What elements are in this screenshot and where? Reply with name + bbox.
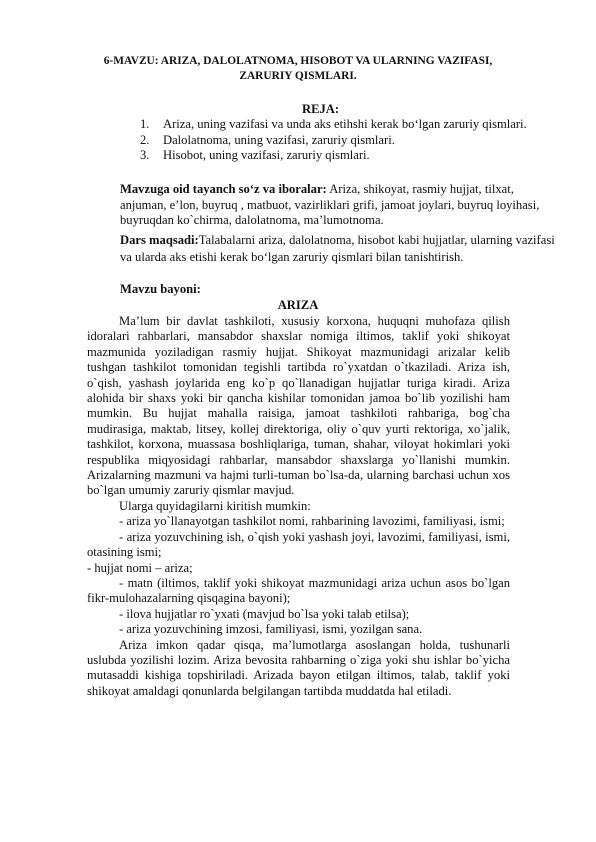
page-title: 6-MAVZU: ARIZA, DALOLATNOMA, HISOBOT VA ULARNING VAZIFASI, ZARURIY QISMLARI. [103, 55, 493, 82]
plan-item [140, 133, 590, 149]
list-item: - ilova hujjatlar ro`yxati (mavjud bo`lsa yoki talab etilsa); [119, 606, 410, 621]
list-item: - ariza yozuvchining imzosi, familiyasi, ismi, yozilgan sana. [119, 622, 423, 637]
body-paragraph: Ularga quyidagilarni kiritish mumkin: [119, 498, 311, 513]
keywords-paragraph [120, 182, 560, 229]
plan-item-text: Ariza, uning vazifasi va unda aks etihshi kerak bo‘lgan zaruriy qismlari. [163, 117, 527, 131]
list-item: - matn (iltimos, taklif yoki shikoyat mazmunidagi ariza uchun asos bo`lgan fikr-mulohazalarning qisqagina bayoni); [87, 575, 510, 606]
plan-list [140, 117, 590, 164]
list-item: - ariza yozuvchining ish, o`qish yoki yashash joyi, lavozimi, familiyasi, ismi, otasining ismi; [87, 529, 510, 560]
ariza-heading: ARIZA [277, 298, 319, 312]
plan-item [140, 148, 590, 164]
body-paragraph: Ariza imkon qadar qisqa, ma’lumotlarga asoslangan holda, tushunarli uslubda yozilishi lozim. Ariza bevosita rahbarning o`ziga yoki shu ishlar bo`yicha mutasaddi kishiga topshiriladi. Arizada bayon etilgan iltimos, talab, taklif yoki shikoyat amaldagi qonunlarda belgilangan tartibda muddatda hal etiladi. [87, 637, 510, 698]
plan-item-text: Dalolatnoma, uning vazifasi, zaruriy qismlari. [163, 132, 395, 147]
plan-item-number: 3. [140, 148, 150, 163]
goal-paragraph [120, 232, 560, 266]
plan-item-number: 2. [140, 132, 150, 147]
bayoni-heading: Mavzu bayoni: [120, 282, 201, 296]
plan-item [140, 117, 590, 133]
body-paragraph: Ma’lum bir davlat tashkiloti, xususiy korxona, huquqni muhofaza qilish idoralari rahbarlari, mansabdor shaxslar nomiga iltimos, taklif yoki shikoyat mazmunida yoziladigan rasmiy hujjat. Shikoyat mazmunidagi arizalar kelib tushgan tashkilot tomonidan tegishli tartibda ro`yxatdan o`tkaziladi. Ariza ish, o`qish, yashash joylarida eng ko`p qo`llanadigan hujjatlar turiga kiradi. Ariza alohida bir shaxs yoki bir qancha kishilar tomonidan jamoa bo`lib yozilishi ham mumkin. Bu hujjat mahalla raisiga, jamoat tashkiloti rahbariga, bog`cha mudirasiga, maktab, litsey, kollej direktoriga, oliy o`quv yurti rektoriga, xo`jalik, tashkilot, korxona, muassasa boshliqlariga, tuman, shahar, viloyat hokimlari yoki respublika miqyosidagi rahbarlar, mansabdor shaxslarga yo`llanishi mumkin. Arizalarning mazmuni va hajmi turli-tuman bo`lsa-da, ularning barchasi uchun xos bo`lgan umumiy zaruriy qismlar mavjud. [87, 314, 510, 498]
list-item: - ariza yo`llanayotgan tashkilot nomi, rahbarining lavozimi, familiyasi, ismi; [119, 514, 505, 529]
plan-item-text: Hisobot, uning vazifasi, zaruriy qismlari. [163, 148, 370, 163]
keywords-label: Mavzuga oid tayanch so‘z va iboralar: [120, 182, 327, 196]
reja-heading: REJA: [302, 102, 340, 116]
keywords-text: Ariza, shikoyat, rasmiy hujjat, tilxat, anjuman, e’lon, buyruq , matbuot, vazirliklari grifi, jamoat joylari, buyruq loyihasi, buyruqdan ko`chirma, dalolatnoma, ma’lumotnoma. [120, 182, 540, 228]
body-text [87, 314, 510, 699]
goal-label: Dars maqsadi: [120, 233, 199, 247]
list-item: - hujjat nomi – ariza; [87, 560, 193, 575]
goal-text: Talabalarni ariza, dalolatnoma, hisobot kabi hujjatlar, ularning vazifasi va ularda aks etishi kerak bo‘lgan zaruriy qismlari bilan tanishtirish. [120, 233, 555, 264]
plan-item-number: 1. [140, 117, 150, 131]
